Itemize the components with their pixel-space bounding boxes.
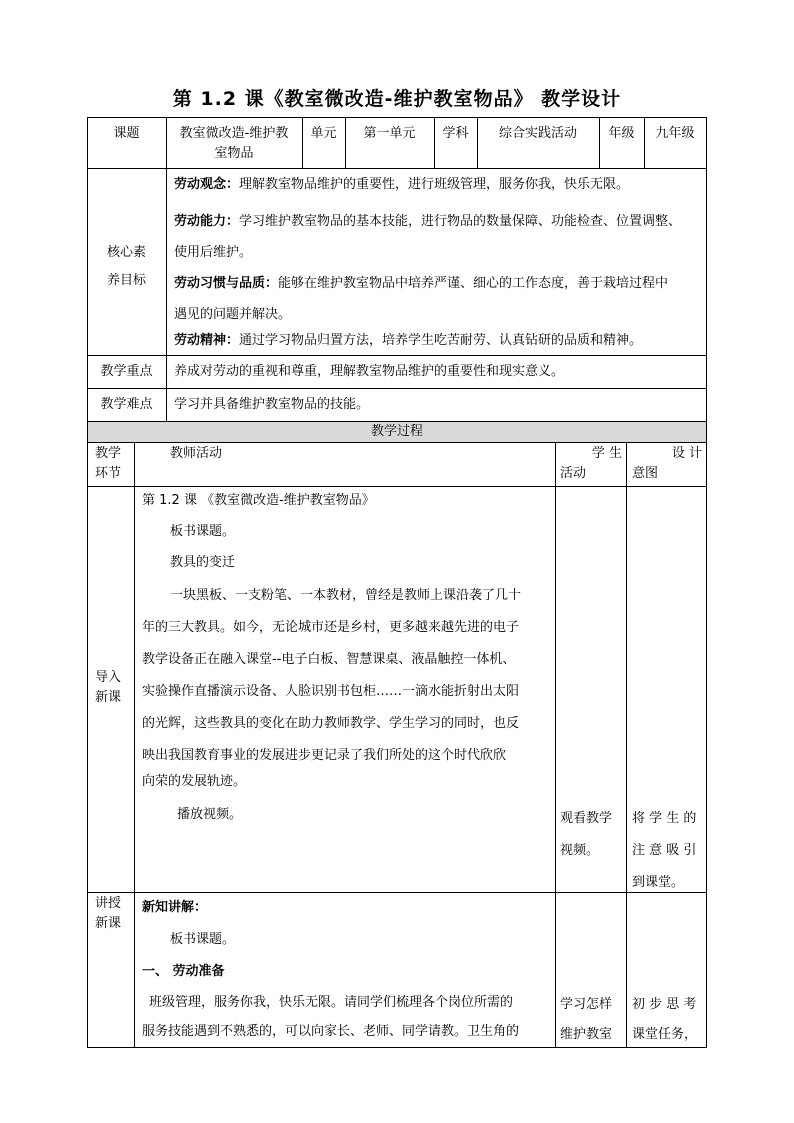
unit-value: 第一单元 bbox=[363, 126, 416, 141]
topic-value bbox=[166, 124, 302, 164]
col-stage bbox=[95, 444, 134, 484]
intro-stage bbox=[95, 668, 134, 708]
teach-design-line: 课堂任务， bbox=[632, 1027, 698, 1042]
teach-student bbox=[560, 990, 624, 1050]
topic-label: 课题 bbox=[113, 126, 140, 141]
intro-design-line: 到课堂。 bbox=[632, 875, 685, 890]
topic-value-line: 室物品 bbox=[214, 146, 254, 161]
key-point-label: 教学重点 bbox=[100, 364, 153, 379]
col-stage-line: 教学 bbox=[95, 446, 122, 461]
subject-label: 学科 bbox=[442, 126, 469, 141]
col-design bbox=[632, 444, 702, 484]
teach-stage-line: 新课 bbox=[95, 916, 122, 931]
rule bbox=[626, 442, 627, 1048]
page-title: 第 1.2 课《教室微改造-维护教室物品》 教学设计 bbox=[172, 88, 622, 110]
teach-line: 一、 劳动准备 bbox=[142, 964, 225, 979]
core-label-line: 核心素 bbox=[106, 245, 146, 260]
teach-student-line: 维护教室 bbox=[560, 1027, 613, 1042]
intro-line: 一块黑板、一支粉笔、一本教材，曾经是教师上课沿袭了几十 bbox=[170, 588, 522, 603]
core-label-line: 养目标 bbox=[106, 273, 146, 288]
core-item-text: 使用后维护。 bbox=[174, 245, 253, 260]
unit-label: 单元 bbox=[310, 126, 337, 141]
core-label bbox=[87, 239, 166, 295]
intro-design bbox=[632, 803, 704, 899]
rule bbox=[87, 355, 707, 356]
core-item-text: 通过学习物品归置方法，培养学生吃苦耐劳、认真钻研的品质和精神。 bbox=[239, 333, 643, 348]
intro-line: 年的三大教具。如今，无论城市还是乡村，更多越来越先进的电子 bbox=[142, 620, 520, 635]
subject-value: 综合实践活动 bbox=[498, 126, 577, 141]
intro-student-line: 观看教学 bbox=[560, 811, 613, 826]
core-item-text: 能够在维护教室物品中培养严谨、细心的工作态度，善于栽培过程中 bbox=[278, 276, 669, 291]
rule bbox=[87, 388, 707, 389]
core-item-ability bbox=[174, 206, 681, 268]
grade-value: 九年级 bbox=[655, 126, 695, 141]
col-teacher: 教师活动 bbox=[170, 446, 223, 461]
rule bbox=[87, 486, 707, 487]
rule bbox=[87, 442, 707, 443]
intro-line: 第 1.2 课 《教室微改造-维护教室物品》 bbox=[142, 493, 375, 508]
grade-label: 年级 bbox=[608, 126, 635, 141]
teach-line: 服务技能遇到不熟悉的，可以向家长、老师、同学请教。卫生角的 bbox=[142, 1024, 520, 1039]
col-design-line: 意图 bbox=[632, 466, 659, 481]
teach-line: 板书课题。 bbox=[170, 932, 236, 947]
intro-design-line: 注 意 吸 引 bbox=[632, 843, 697, 858]
col-stage-line: 环节 bbox=[95, 466, 122, 481]
teach-stage-line: 讲授 bbox=[95, 896, 122, 911]
intro-line: 教具的变迁 bbox=[170, 555, 236, 570]
rule bbox=[555, 442, 556, 1048]
intro-line: 教学设备正在融入课堂--电子白板、智慧课桌、液晶触控一体机、 bbox=[142, 652, 516, 667]
intro-line: 向荣的发展轨迹。 bbox=[142, 774, 247, 789]
teach-design bbox=[632, 990, 704, 1050]
rule bbox=[87, 892, 707, 893]
intro-student-line: 视频。 bbox=[560, 843, 600, 858]
topic-value-line: 教室微改造-维护教 bbox=[179, 126, 289, 141]
col-student bbox=[560, 444, 622, 484]
core-item-concept bbox=[174, 175, 629, 195]
core-item-habit bbox=[174, 268, 668, 330]
core-item-head: 劳动习惯与品质： bbox=[174, 276, 279, 291]
col-student-line: 学 生 bbox=[591, 446, 622, 461]
teach-design-line: 初 步 思 考 bbox=[632, 997, 697, 1012]
col-student-line: 活动 bbox=[560, 466, 587, 481]
key-point-text: 养成对劳动的重视和尊重，理解教室物品维护的重要性和现实意义。 bbox=[174, 364, 565, 379]
teach-student-line: 学习怎样 bbox=[560, 997, 613, 1012]
core-item-head: 劳动精神： bbox=[174, 333, 240, 348]
rule bbox=[87, 168, 707, 169]
core-item-text: 学习维护教室物品的基本技能，进行物品的数量保障、功能检查、位置调整、 bbox=[239, 214, 682, 229]
core-item-head: 劳动能力： bbox=[174, 214, 240, 229]
difficulty-text: 学习并具备维护教室物品的技能。 bbox=[174, 397, 370, 412]
intro-stage-line: 导入 bbox=[95, 670, 122, 685]
rule bbox=[134, 442, 135, 1048]
difficulty-label: 教学难点 bbox=[100, 397, 153, 412]
teach-line: 班级管理，服务你我，快乐无限。请同学们梳理各个岗位所需的 bbox=[149, 995, 514, 1010]
core-item-text: 遇见的问题并解决。 bbox=[174, 307, 292, 322]
core-item-text: 理解教室物品维护的重要性，进行班级管理，服务你我，快乐无限。 bbox=[239, 177, 630, 192]
intro-line: 播放视频。 bbox=[177, 807, 243, 822]
core-item-head: 劳动观念： bbox=[174, 177, 240, 192]
intro-stage-line: 新课 bbox=[95, 690, 122, 705]
col-design-line: 设 计 bbox=[671, 446, 702, 461]
teach-line: 新知讲解： bbox=[142, 900, 208, 915]
process-header: 教学过程 bbox=[370, 424, 423, 439]
intro-student bbox=[560, 803, 624, 867]
rule bbox=[706, 117, 707, 1048]
teach-stage bbox=[95, 894, 134, 934]
rule bbox=[87, 117, 707, 118]
intro-line: 的光辉，这些教具的变化在助力教师教学、学生学习的同时，也反 bbox=[142, 716, 520, 731]
core-item-spirit bbox=[174, 331, 642, 351]
intro-line: 实验操作直播演示设备、人脸识别书包柜……一滴水能折射出太阳 bbox=[142, 684, 520, 699]
intro-design-line: 将 学 生 的 bbox=[632, 811, 697, 826]
intro-line: 映出我国教育事业的发展进步更记录了我们所处的这个时代欣欣 bbox=[142, 748, 507, 763]
intro-line: 板书课题。 bbox=[170, 524, 236, 539]
